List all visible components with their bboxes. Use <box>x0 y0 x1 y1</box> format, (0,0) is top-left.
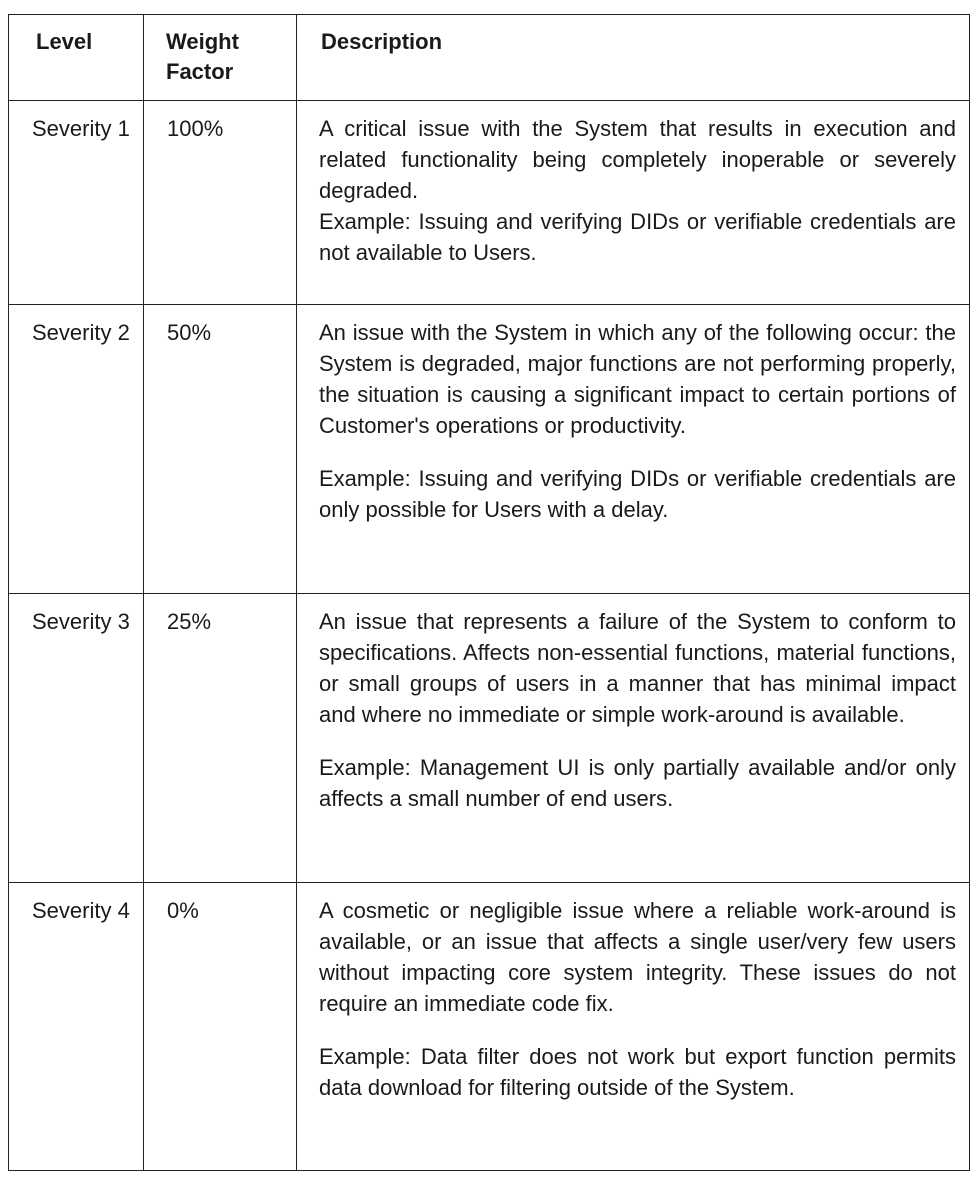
severity-level-cell <box>9 305 144 594</box>
weight-factor-cell: 50% <box>144 305 297 594</box>
example-text: Example: Data filter does not work but export function permits data download for filtering outside of the System. <box>319 1044 956 1100</box>
description-cell <box>297 594 970 883</box>
severity-level: Severity 2 <box>32 320 130 345</box>
header-level: Level <box>9 15 144 101</box>
table-row <box>9 883 970 1171</box>
description-cell <box>297 305 970 594</box>
severity-level: Severity 4 <box>32 898 130 923</box>
severity-level: Severity 3 <box>32 609 130 634</box>
example-text: Example: Issuing and verifying DIDs or verifiable credentials are not available to Users. <box>319 209 956 265</box>
header-weight-factor: Weight Factor <box>144 15 297 101</box>
table-row <box>9 101 970 305</box>
severity-table <box>8 14 970 1171</box>
description-cell <box>297 883 970 1171</box>
table-row <box>9 594 970 883</box>
example-text: Example: Management UI is only partially available and/or only affects a small number of end users. <box>319 755 956 811</box>
weight-factor-cell: 100% <box>144 101 297 305</box>
weight-factor-cell: 0% <box>144 883 297 1171</box>
severity-level: Severity 1 <box>32 116 130 141</box>
description-text: A cosmetic or negligible issue where a reliable work-around is available, or an issue that affects a single user/very few users without impacting core system integrity. These issues do not require an immediate code fix. <box>319 898 956 1016</box>
description-text: An issue with the System in which any of the following occur: the System is degraded, major functions are not performing properly, the situation is causing a significant impact to certain portions of Customer's operations or productivity. <box>319 320 956 438</box>
description-cell <box>297 101 970 305</box>
table-row <box>9 305 970 594</box>
description-text: A critical issue with the System that results in execution and related functionality being completely inoperable or severely degraded. <box>319 116 956 203</box>
table-header-row <box>9 15 970 101</box>
weight-factor-cell: 25% <box>144 594 297 883</box>
severity-level-cell <box>9 883 144 1171</box>
example-text: Example: Issuing and verifying DIDs or verifiable credentials are only possible for Users with a delay. <box>319 466 956 522</box>
severity-level-cell <box>9 594 144 883</box>
description-text: An issue that represents a failure of the System to conform to specifications. Affects non-essential functions, material functions, or small groups of users in a manner that has minimal impact and where no immediate or simple work-around is available. <box>319 609 956 727</box>
severity-level-cell <box>9 101 144 305</box>
header-description: Description <box>297 15 970 101</box>
